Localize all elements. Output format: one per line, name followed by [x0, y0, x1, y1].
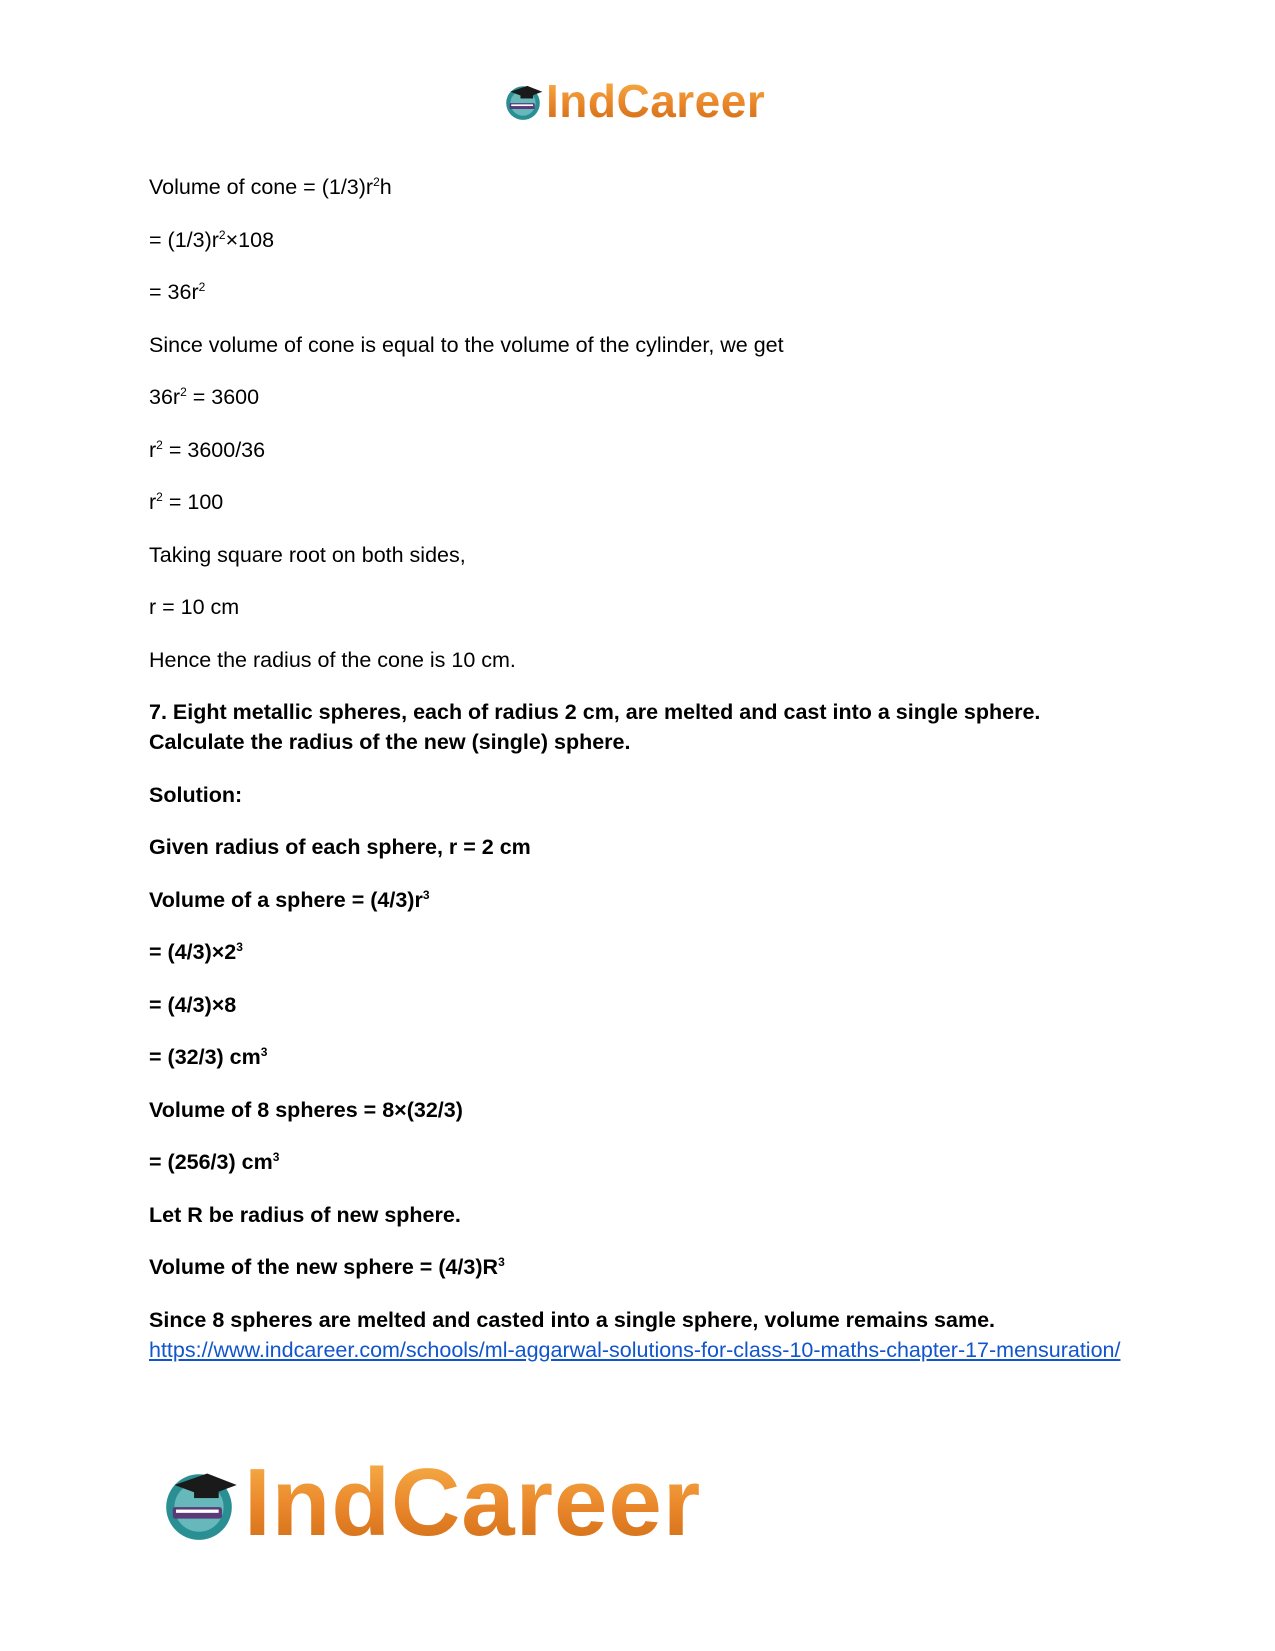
- text-line: = (4/3)×8: [149, 992, 237, 1017]
- brand-name: IndCareer: [244, 1449, 702, 1556]
- source-url-link[interactable]: https://www.indcareer.com/schools/ml-aggarwal-solutions-for-class-10-maths-chapter-17-mensuration/: [149, 1337, 1121, 1362]
- question-7: 7. Eight metallic spheres, each of radius 2 cm, are melted and cast into a single sphere. Calculate the radius of the new (single) sphere.: [149, 700, 1041, 754]
- brand-name: IndCareer: [546, 75, 766, 127]
- footer-logo: [158, 1449, 702, 1556]
- text-line: Volume of 8 spheres = 8×(32/3): [149, 1097, 463, 1122]
- text-line: = $(4/3)\times 2^3$: [149, 940, 243, 964]
- text-line: Given radius of each sphere, r = 2 cm: [149, 835, 531, 859]
- text-line: = (256/3) $cm^3$: [149, 1150, 280, 1174]
- graduation-globe-icon: [502, 80, 544, 122]
- text-line: r = 10 cm: [149, 595, 240, 619]
- text-line: Volume of cone = $(1/3)r^2h$: [149, 175, 392, 199]
- text-line: Volume of the new sphere = $(4/3)R^3$: [149, 1255, 505, 1279]
- text-line: Since volume of cone is equal to the volume of the cylinder, we get: [149, 332, 784, 357]
- text-line: $36r^2 = 3600$: [149, 385, 260, 409]
- header-logo: [502, 75, 766, 127]
- text-line: Since 8 spheres are melted and casted into a single sphere, volume remains same.: [149, 1307, 996, 1332]
- text-line: = $36r^2$: [149, 280, 206, 304]
- text-line: = $(1/3)r^2\times 108$: [149, 227, 275, 252]
- text-line: Let R be radius of new sphere.: [149, 1202, 461, 1227]
- solution-heading: Solution:: [149, 782, 243, 807]
- text-line: Volume of a sphere = $(4/3)r^3$: [149, 887, 430, 912]
- graduation-globe-icon: [158, 1462, 240, 1544]
- text-line: $r^2 = 3600/36$: [149, 437, 266, 462]
- text-line: $r^2 = 100$: [149, 490, 224, 514]
- text-line: = (32/3) $cm^3$: [149, 1045, 268, 1069]
- text-line: Hence the radius of the cone is 10 cm.: [149, 647, 516, 672]
- text-line: Taking square root on both sides,: [149, 542, 466, 567]
- document-body: [149, 172, 1129, 1365]
